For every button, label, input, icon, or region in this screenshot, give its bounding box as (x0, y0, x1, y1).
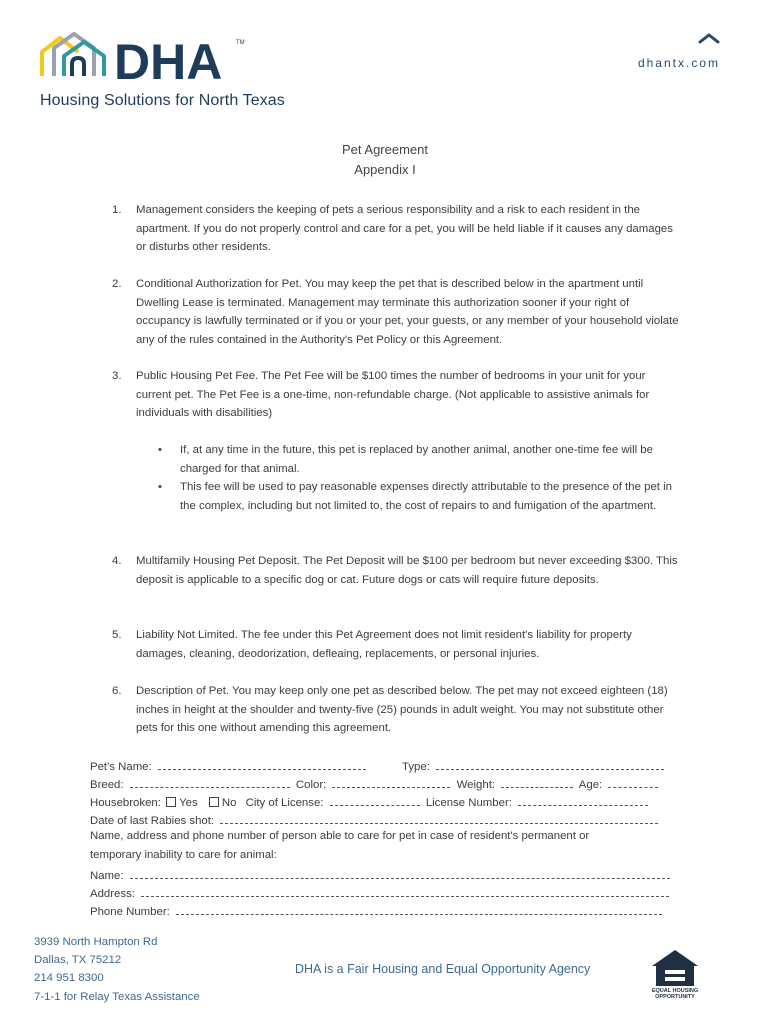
logo-text: DHA (114, 34, 223, 90)
list-item (158, 478, 678, 515)
equal-housing-label (640, 988, 710, 1000)
form-row-housebroken (90, 794, 651, 809)
caretaker-intro-1: Name, address and phone number of person able to care for pet in case of resident's permanent or (90, 830, 590, 842)
age-label: Age: (578, 779, 603, 791)
city-license-label: City of License: (245, 797, 324, 809)
license-number-field[interactable] (518, 794, 648, 806)
clause-number: 3. (112, 370, 122, 382)
color-label: Color: (295, 779, 327, 791)
chevron-up-icon (698, 32, 720, 44)
list-item (158, 441, 678, 478)
clause-2 (112, 275, 682, 349)
footer-relay: 7-1-1 for Relay Texas Assistance (34, 991, 200, 1003)
phone-label: Phone Number: (90, 906, 170, 918)
caretaker-address-field[interactable] (141, 885, 669, 897)
form-row-address (90, 885, 672, 900)
city-license-field[interactable] (330, 794, 420, 806)
tagline: Housing Solutions for North Texas (40, 92, 285, 109)
form-row-phone (90, 903, 665, 918)
clause-4 (112, 552, 682, 589)
footer-address-line: Dallas, TX 75212 (34, 954, 122, 966)
clause-1 (112, 201, 682, 257)
trademark-mark: TM (236, 40, 245, 46)
name-label: Name: (90, 870, 124, 882)
clause-number: 4. (112, 555, 122, 567)
clause-text: Conditional Authorization for Pet. You may keep the pet that is described below in the apartment until Dwelling Lease is terminated. Management may terminate this authorization sooner if your right of occupancy is lawfully terminated or if you or your pet, your guests, or any member of your household violate any of the rules contained in the Authority's Pet Policy or this Agreement. (136, 278, 679, 346)
form-row-rabies (90, 812, 661, 827)
type-label: Type: (402, 761, 430, 773)
site-url: dhantx.com (637, 56, 720, 70)
caretaker-intro-2: temporary inability to care for animal: (90, 849, 277, 861)
clause-number: 2. (112, 278, 122, 290)
weight-label: Weight: (456, 779, 496, 791)
form-row-name (90, 867, 673, 882)
fair-housing-statement: DHA is a Fair Housing and Equal Opportunity Agency (295, 962, 591, 976)
clause-5 (112, 626, 682, 663)
clause-3 (112, 367, 682, 423)
type-field[interactable] (436, 758, 664, 770)
clause-text: Public Housing Pet Fee. The Pet Fee will be $100 times the number of bedrooms in your unit for your current pet. The Pet Fee is a one-time, non-refundable charge. (Not applicable to assistive animals for individuals with disabilities) (136, 370, 650, 420)
breed-field[interactable] (130, 776, 290, 788)
housebroken-label: Housebroken: (90, 797, 161, 809)
clause-6 (112, 682, 682, 738)
caretaker-name-field[interactable] (130, 867, 670, 879)
equal-housing-line-2: OPPORTUNITY (655, 994, 695, 1000)
footer-address-line: 3939 North Hampton Rd (34, 936, 158, 948)
no-checkbox[interactable] (209, 797, 219, 807)
clause-number: 1. (112, 204, 122, 216)
yes-label: Yes (179, 797, 198, 809)
license-number-label: License Number: (425, 797, 512, 809)
breed-label: Breed: (90, 779, 124, 791)
form-row-pet-name (90, 758, 667, 773)
address-label: Address: (90, 888, 135, 900)
clause-text: Description of Pet. You may keep only one pet as described below. The pet may not exceed eighteen (18) inches in height at the shoulder and twenty-five (25) pounds in adult weight. You may not substitute other pets for this one without amending this agreement. (136, 685, 668, 735)
document-subtitle: Appendix I (354, 162, 416, 177)
rabies-label: Date of last Rabies shot: (90, 815, 215, 827)
color-field[interactable] (332, 776, 450, 788)
caretaker-phone-field[interactable] (176, 903, 662, 915)
fee-bullets (158, 441, 678, 515)
pet-name-label: Pet's Name: (90, 761, 152, 773)
clause-text: Management considers the keeping of pets a serious responsibility and a risk to each resident in the apartment. If you do not properly control and care for a pet, you will be held liable if it causes any damages or disturbs other residents. (136, 204, 673, 254)
clause-number: 6. (112, 685, 122, 697)
rabies-field[interactable] (220, 812, 658, 824)
bullet-text: If, at any time in the future, this pet is replaced by another animal, another one-time fee will be charged for that animal. (180, 444, 653, 475)
bullet-icon: • (158, 481, 162, 494)
weight-field[interactable] (501, 776, 573, 788)
pet-name-field[interactable] (158, 758, 366, 770)
bullet-text: This fee will be used to pay reasonable expenses directly attributable to the presence of the pet in the complex, including but not limited to, the cost of repairs to and fumigation of the apartment. (180, 481, 672, 512)
yes-checkbox[interactable] (166, 797, 176, 807)
clause-text: Multifamily Housing Pet Deposit. The Pet Deposit will be $100 per bedroom but never exceeding $300. This deposit is applicable to a specific dog or cat. Future dogs or cats will require future deposits. (136, 555, 678, 586)
form-row-breed (90, 776, 661, 791)
age-field[interactable] (608, 776, 658, 788)
clause-number: 5. (112, 629, 122, 641)
footer-phone: 214 951 8300 (34, 972, 104, 984)
equal-housing-line-1: EQUAL HOUSING (651, 988, 699, 994)
clause-text: Liability Not Limited. The fee under this Pet Agreement does not limit resident's liability for property damages, cleaning, deodorization, defleaing, replacements, or personal injuries. (136, 629, 632, 660)
document-title: Pet Agreement (342, 142, 428, 157)
no-label: No (221, 797, 237, 809)
bullet-icon: • (158, 444, 162, 456)
